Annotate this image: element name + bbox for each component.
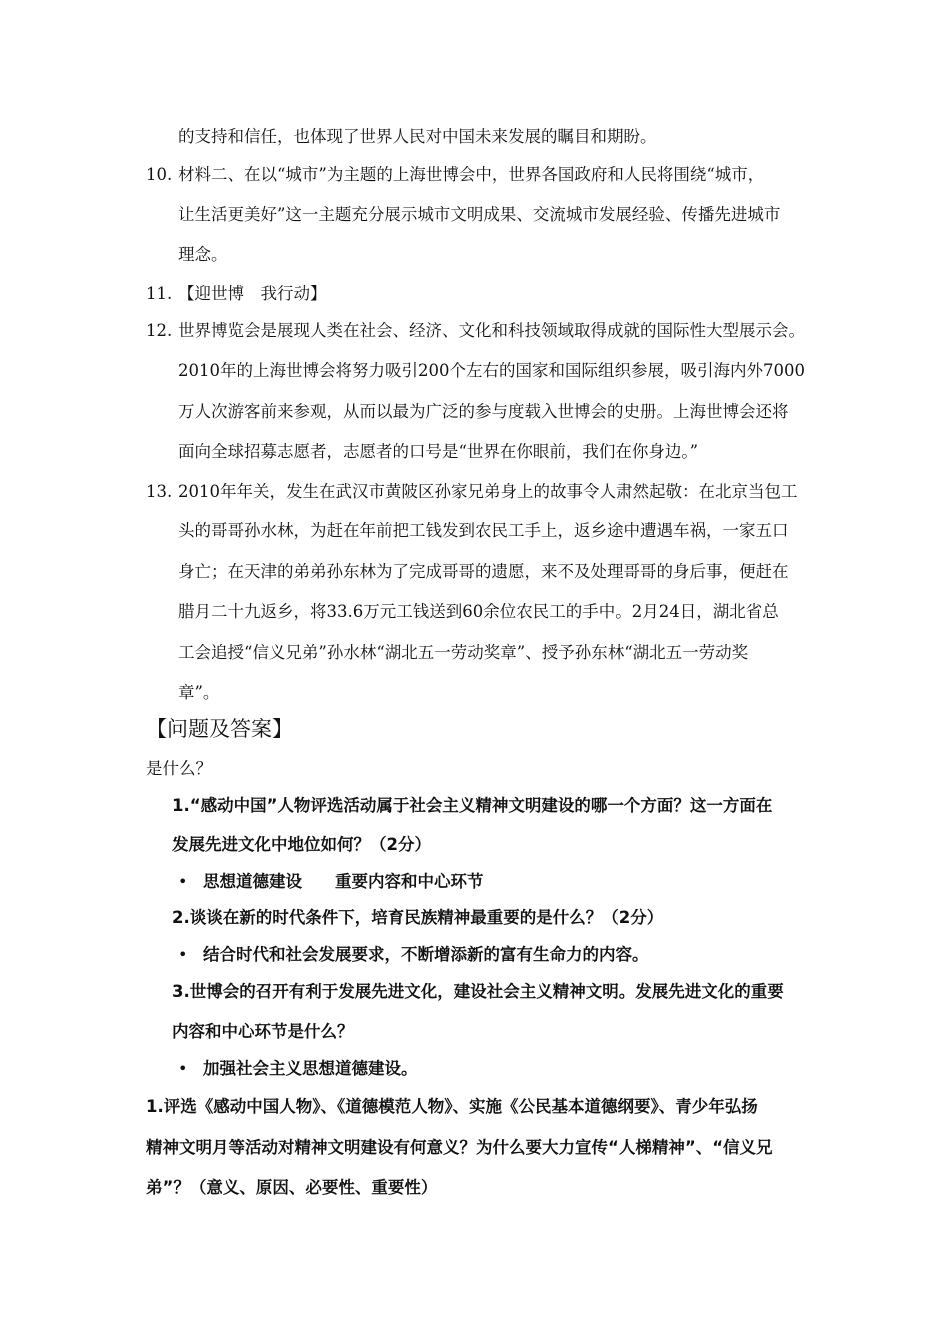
section-heading: 【问题及答案】 [146,717,293,741]
item-13-line-2: 头的哥哥孙水林，为赶在年前把工钱发到农民工手上，返乡途中遭遇车祸，一家五口 [178,521,789,540]
question-1-line-1: 1.“感动中国”人物评选活动属于社会主义精神文明建设的哪一个方面？这一方面在 [172,796,773,815]
answer-3: 加强社会主义思想道德建设。 [203,1059,418,1078]
question-3-line-1: 3.世博会的召开有利于发展先进文化，建设社会主义精神文明。发展先进文化的重要 [172,982,784,1001]
item-12-line-1: 世界博览会是展现人类在社会、经济、文化和科技领域取得成就的国际性大型展示会。 [178,321,805,340]
intro-text: 是什么？ [146,759,212,778]
item-13-line-3: 身亡；在天津的弟弟孙东林为了完成哥哥的遗愿，来不及处理哥哥的身后事，便赶在 [178,562,789,581]
answer-1: 思想道德建设 重要内容和中心环节 [203,872,484,891]
answer-2: 结合时代和社会发展要求，不断增添新的富有生命力的内容。 [203,945,649,964]
question-1-line-2: 发展先进文化中地位如何？（2分） [172,835,431,854]
item-number-10: 10. [146,165,173,184]
item-12-line-2: 2010年的上海世博会将努力吸引200个左右的国家和国际组织参展，吸引海内外7000 [178,361,805,380]
item-10-line-1: 材料二、在以“城市”为主题的上海世博会中，世界各国政府和人民将围绕“城市， [178,165,765,184]
question-2: 2.谈谈在新的时代条件下，培育民族精神最重要的是什么？（2分） [172,908,664,927]
question-3-line-2: 内容和中心环节是什么？ [172,1022,354,1041]
item-number-11: 11. [146,284,173,303]
item-10-line-3: 理念。 [178,245,228,264]
final-question-line-1: 1.评选《感动中国人物》、《道德模范人物》、实施《公民基本道德纲要》、青少年弘扬 [146,1097,758,1116]
bullet-icon: • [178,945,188,964]
final-question-line-2: 精神文明月等活动对精神文明建设有何意义？为什么要大力宣传“人梯精神”、“信义兄 [146,1138,773,1157]
final-question-line-3: 弟”？（意义、原因、必要性、重要性） [146,1178,438,1197]
item-11-line-1: 【迎世博 我行动】 [178,284,327,303]
item-12-line-3: 万人次游客前来参观，从而以最为广泛的参与度载入世博会的史册。上海世博会还将 [178,402,789,421]
bullet-icon: • [178,1059,188,1078]
item-12-line-4: 面向全球招募志愿者，志愿者的口号是“世界在你眼前，我们在你身边。” [178,442,699,461]
paragraph-continuation: 的支持和信任，也体现了世界人民对中国未来发展的瞩目和期盼。 [178,127,657,146]
item-number-13: 13. [146,482,173,501]
item-10-line-2: 让生活更美好”这一主题充分展示城市文明成果、交流城市发展经验、传播先进城市 [178,205,781,224]
item-13-line-5: 工会追授“信义兄弟”孙水林“湖北五一劳动奖章”、授予孙东林“湖北五一劳动奖 [178,643,749,662]
item-13-line-6: 章”。 [178,683,220,702]
item-number-12: 12. [146,321,173,340]
bullet-icon: • [178,872,188,891]
item-13-line-4: 腊月二十九返乡，将33.6万元工钱送到60余位农民工的手中。2月24日，湖北省总 [178,602,779,621]
item-13-line-1: 2010年年关，发生在武汉市黄陂区孙家兄弟身上的故事令人肃然起敬：在北京当包工 [178,482,798,501]
